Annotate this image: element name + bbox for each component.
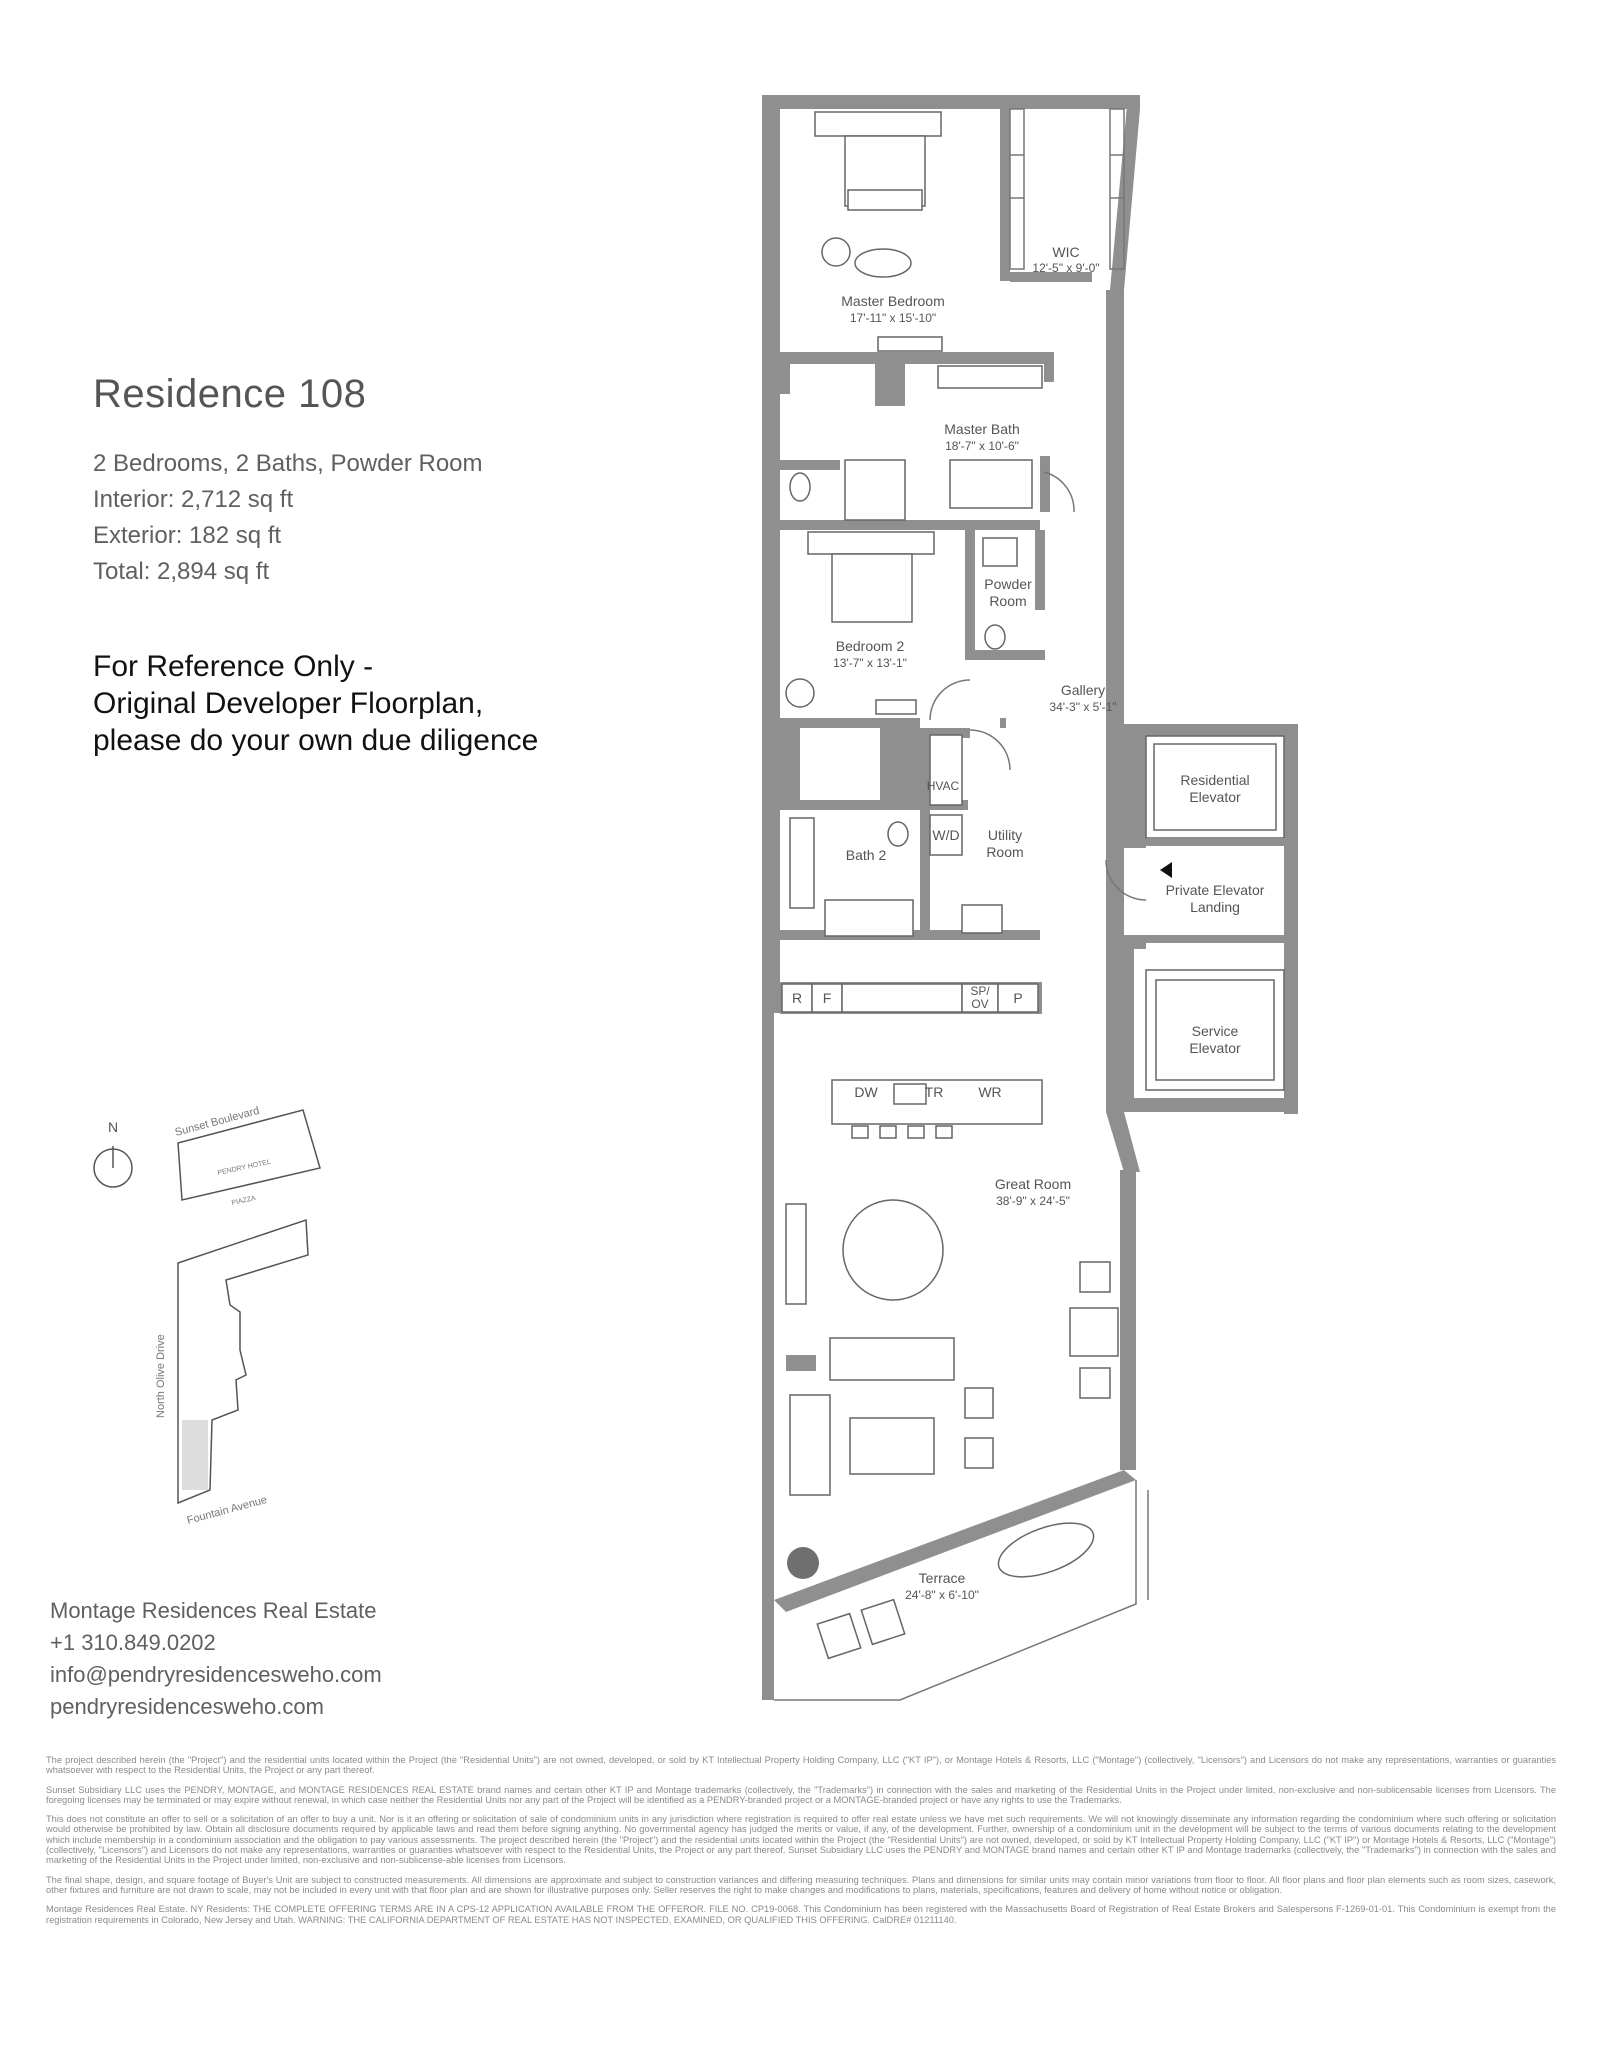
pendry-hotel-label: PENDRY HOTEL	[216, 1158, 272, 1177]
powder-room-label-2: Room	[989, 593, 1027, 609]
powder-room-label-1: Powder	[984, 576, 1032, 592]
bedroom2-label: Bedroom 2	[835, 638, 905, 654]
private-elevator-landing-label-1: Private Elevator	[1165, 882, 1265, 898]
utility-room-label-1: Utility	[987, 827, 1023, 843]
interior-area: Interior: 2,712 sq ft	[93, 486, 294, 513]
great-room-label: Great Room	[994, 1176, 1072, 1192]
steam-oven-label-1: SP/	[970, 984, 990, 998]
master-bath-dims: 18'-7" x 10'-6"	[945, 439, 1019, 453]
terrace-label: Terrace	[918, 1570, 966, 1586]
service-elevator-label-2: Elevator	[1189, 1040, 1241, 1056]
residence-title: Residence 108	[93, 372, 367, 416]
reference-line-2: Original Developer Floorplan,	[93, 687, 484, 720]
steam-oven-label-2: OV	[971, 997, 989, 1011]
master-bedroom-dims: 17'-11" x 15'-10"	[849, 311, 937, 325]
wd-label: W/D	[932, 827, 960, 843]
piazza-label: PIAZZA	[230, 1195, 257, 1207]
fridge-label: R	[791, 990, 803, 1006]
hvac-label: HVAC	[926, 779, 960, 793]
wic-label: WIC	[1052, 244, 1080, 260]
phone-number[interactable]: +1 310.849.0202	[50, 1630, 216, 1655]
master-bedroom-label: Master Bedroom	[841, 293, 945, 309]
gallery-dims: 34'-3" x 5'-1"	[1049, 700, 1117, 714]
total-area: Total: 2,894 sq ft	[93, 558, 270, 585]
master-bath-label: Master Bath	[944, 421, 1020, 437]
bedrooms-summary: 2 Bedrooms, 2 Baths, Powder Room	[93, 450, 483, 477]
website-link[interactable]: pendryresidencesweho.com	[50, 1694, 324, 1719]
disclaimer-paragraph: The project described herein (the "Project") and the residential units located within the Project (the "Residential Units") are not owned, developed, or sold by KT Intellectual Property Holding Company, LLC ("KT IP"), or Montage Hotels & Resorts, LLC ("Montage") (collectively, "Licensors") and Licensors do not make any representations, warranties or guaranties whatsoever with respect to the Residential Units, the Project or any part thereof.	[46, 1755, 1556, 1776]
fountain-ave-label: Fountain Avenue	[185, 1493, 269, 1527]
reference-line-1: For Reference Only -	[93, 650, 374, 683]
disclaimer-paragraph: Sunset Subsidiary LLC uses the PENDRY, MONTAGE, and MONTAGE RESIDENCES REAL ESTATE brand names and certain other KT IP and Montage trademarks (collectively, the "Trademarks") in connection with the sales and marketing of the Residential Units in the Project under limited, non-exclusive and non-sublicensable licenses from Licensors. The foregoing licenses may be terminated or may expire without renewal, in which case neither the Residential Units nor any part of the Project will be identified as a PENDRY-branded project or a MONTAGE-branded project or have any rights to use the Trademarks.	[46, 1784, 1556, 1805]
utility-room-label-2: Room	[986, 844, 1024, 860]
disclaimer-paragraph: The final shape, design, and square footage of Buyer's Unit are subject to constructed measurements. All dimensions are approximate and subject to construction variances and differing measuring techniques. Plans and dimensions for similar units may contain minor variations from floor to floor. All floor plans and floor plan elements such as room sizes, casework, other fixtures and furniture are not drawn to scale, may not be included in every unit with that floor plan and are shown for illustrative purposes only. Seller reserves the right to make changes and modifications to plans, materials, specifications, features and delivery of home without notice or obligation.	[46, 1874, 1556, 1895]
great-room-dims: 38'-9" x 24'-5"	[996, 1194, 1070, 1208]
disclaimer-paragraph: This does not constitute an offer to sell or a solicitation of an offer to buy a unit. Nor is it an offering or solicitation of sale of condominium units in any jurisdiction where registration is required to offer real estate unless we have met such requirements. We will not knowingly disseminate any information regarding the condominium where such offering or solicitation would otherwise be prohibited by law. Obtain all disclosure documents required by applicable laws and read them before signing anything. No governmental agency has judged the merits or value, if any, of the development. Further, ownership of a condominium unit in the development will be subject to the terms of various documents relating to the development which include membership in a condominium association and the obligation to pay various assessments. The project described herein (the "Project") and the residential units located within the Project (the "Residential Units") are not owned, developed, or sold by KT Intellectual Property Holding Company, LLC ("KT IP") or Montage Hotels & Resorts, LLC ("Montage") (collectively, "Licensors") and Licensors do not make any representations, warranties or guaranties whatsoever with respect to the Residential Units, the Project or any part thereof. Sunset Subsidiary LLC uses the PENDRY and MONTAGE brand names and certain other KT IP and Montage trademarks (collectively, the "Trademarks") in connection with the sales and marketing of the Residential Units in the Project under limited, non-exclusive and non-sublicense-able licenses from Licensors.	[46, 1814, 1556, 1866]
trash-label: TR	[924, 1084, 944, 1100]
bath2-label: Bath 2	[845, 847, 887, 863]
disclaimer-paragraph: Montage Residences Real Estate. NY Residents: THE COMPLETE OFFERING TERMS ARE IN A CPS-12 APPLICATION AVAILABLE FROM THE OFFEROR. FILE NO. CP19-0068. This Condominium has been registered with the Massachusetts Board of Registration of Real Estate Brokers and Salespersons F-1269-01-01. This Condominium is exempt from the registration requirements in Colorado, New Jersey and Utah. WARNING: THE CALIFORNIA DEPARTMENT OF REAL ESTATE HAS NOT INSPECTED, EXAMINED, OR QUALIFIED THIS OFFERING. CalDRE# 01211140.	[46, 1904, 1556, 1925]
wine-refrigerator-label: WR	[978, 1084, 1002, 1100]
kitchen-run	[780, 982, 1042, 1014]
residential-elevator-label-2: Elevator	[1189, 789, 1241, 805]
unit-location-highlight	[182, 1420, 208, 1490]
gallery-label: Gallery	[1060, 682, 1106, 698]
bedroom2-dims: 13'-7" x 13'-1"	[833, 656, 907, 670]
legal-disclaimer	[46, 1755, 1556, 1934]
private-elevator-landing-label-2: Landing	[1190, 899, 1240, 915]
wic-dims: 12'-5" x 9'-0"	[1032, 261, 1100, 275]
residential-elevator-label-1: Residential	[1180, 772, 1250, 788]
north-label: N	[107, 1119, 119, 1135]
site-map	[94, 1105, 320, 1527]
dishwasher-label: DW	[854, 1084, 878, 1100]
terrace-dims: 24'-8" x 6'-10"	[905, 1588, 979, 1602]
service-elevator-label-1: Service	[1191, 1023, 1239, 1039]
email-link[interactable]: info@pendryresidencesweho.com	[50, 1662, 382, 1687]
exterior-area: Exterior: 182 sq ft	[93, 522, 282, 549]
pantry-label: P	[1013, 990, 1023, 1006]
company-name: Montage Residences Real Estate	[50, 1598, 377, 1623]
north-olive-label: North Olive Drive	[155, 1334, 167, 1418]
reference-line-3: please do your own due diligence	[93, 724, 539, 757]
freezer-label: F	[822, 990, 832, 1006]
sunset-blvd-label: Sunset Boulevard	[173, 1104, 261, 1139]
